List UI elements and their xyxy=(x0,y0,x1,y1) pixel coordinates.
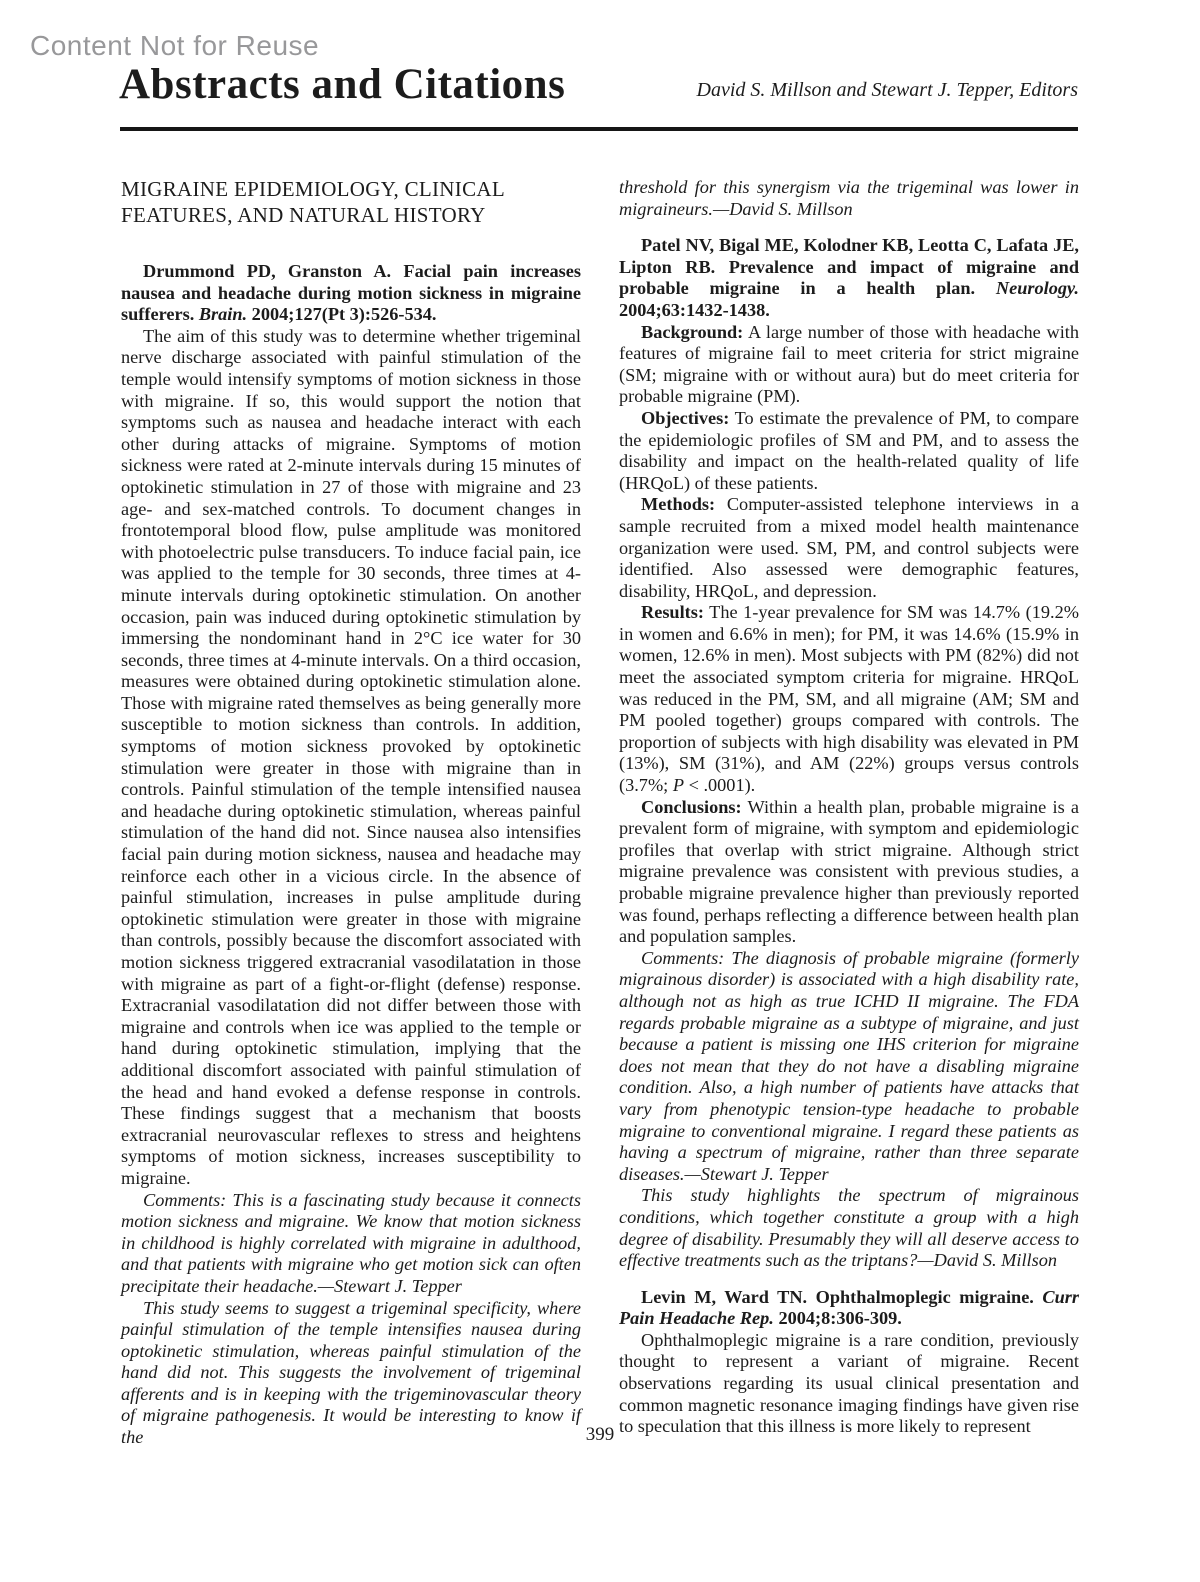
methods-label: Methods: xyxy=(641,494,716,515)
section-heading-line1: MIGRAINE EPIDEMIOLOGY, CLINICAL xyxy=(121,177,505,201)
abstract-paragraph: Ophthalmoplegic migraine is a rare condition, previously thought to represent a variant of migraine. Recent observations regarding its usual clinical presentation and common magnetic resonance imaging findings have given rise to speculation that this illness is more likely to represent xyxy=(619,1329,1079,1437)
editors-byline: David S. Millson and Stewart J. Tepper, Editors xyxy=(696,79,1078,101)
citation-patel xyxy=(619,235,1079,321)
comments-paragraph-tepper: Comments: This is a fascinating study because it connects motion sickness and migraine. We know that motion sickness in childhood is highly correlated with migraine in adulthood, and that patients with migraine who get motion sick can often precipitate their headache.—Stewart J. Tepper xyxy=(121,1189,581,1296)
results-text-end: < .0001). xyxy=(684,775,756,796)
comments-paragraph-millson-end: threshold for this synergism via the trigeminal was lower in migraineurs.—David S. Millson xyxy=(619,177,1079,219)
objectives-text: To estimate the prevalence of PM, to compare the epidemiologic profiles of SM and PM, and to assess the disability and impact on the health-related quality of life (HRQoL) of these patients. xyxy=(619,407,1079,493)
citation-authors-title: Levin M, Ward TN. Ophthalmoplegic migraine. xyxy=(641,1286,1043,1307)
results-paragraph xyxy=(619,602,1079,796)
citation-authors-title: Patel NV, Bigal ME, Kolodner KB, Leotta C, Lafata JE, Lipton RB. Prevalence and impact of migraine and probable migraine in a health plan. xyxy=(619,235,1079,299)
citation-reference: 2004;127(Pt 3):526-534. xyxy=(247,304,437,325)
conclusions-paragraph xyxy=(619,797,1079,948)
citation-journal-name: Neurology. xyxy=(995,278,1079,299)
background-label: Background: xyxy=(641,321,744,342)
comments-paragraph-millson-start: This study seems to suggest a trigeminal specificity, where painful stimulation of the temple intensifies nausea during optokinetic stimulation, whereas painful stimulation of the hand did not. This suggests the involvement of trigeminal afferents and is in keeping with the trigeminovascular theory of migraine pathogenesis. It would be interesting to know if the xyxy=(121,1297,581,1448)
p-value-symbol: P xyxy=(672,775,684,796)
abstract-paragraph: The aim of this study was to determine whether trigeminal nerve discharge associated with painful stimulation of the temple would intensify symptoms of motion sickness in those with migraine. If so, this would support the notion that symptoms such as nausea and headache interact with each other during attacks of migraine. Symptoms of motion sickness were rated at 2-minute intervals during 15 minutes of optokinetic stimulation in 27 of those with migraine and 23 age- and sex-matched controls. To document changes in frontotemporal blood flow, pulse amplitude was monitored with photoelectric pulse transducers. To induce facial pain, ice was applied to the temple for 30 seconds, three times at 4-minute intervals during optokinetic stimulation. On another occasion, pain was induced during optokinetic stimulation by immersing the nondominant hand in 2°C ice water for 30 seconds, three times at 4-minute intervals. On a third occasion, measures were obtained during optokinetic stimulation alone. Those with migraine rated themselves as being generally more susceptible to motion sickness than controls. In addition, symptoms of motion sickness provoked by optokinetic stimulation were greater in those with migraine than in controls. Painful stimulation of the temple intensified nausea and headache during optokinetic stimulation, whereas painful stimulation of the hand did not. Since nausea also intensifies facial pain during motion sickness, nausea and headache may reinforce each other in a vicious circle. In the absence of painful stimulation, increases in pulse amplitude during optokinetic stimulation were greater in those with migraine than controls, possibly because the discomfort associated with motion sickness triggered extracranial vasodilatation in those with migraine as part of a fight-or-flight (defense) response. Extracranial vasodilatation did not differ between those with migraine and controls when ice was applied to the temple or hand during optokinetic stimulation, implying that the additional discomfort associated with painful stimulation of the head and hand evoked a defense response in controls. These findings suggest that a mechanism that boosts extracranial neurovascular reflexes to stress and heightens symptoms of motion sickness, increases susceptibility to migraine. xyxy=(121,325,581,1188)
comments-paragraph-millson: This study highlights the spectrum of migrainous conditions, which together constitute a group with a high degree of disability. Presumably they will all deserve access to effective treatments such as the triptans?—David S. Millson xyxy=(619,1185,1079,1271)
left-column xyxy=(121,177,581,1449)
objectives-paragraph xyxy=(619,408,1079,494)
methods-paragraph xyxy=(619,494,1079,602)
comments-paragraph-tepper: Comments: The diagnosis of probable migraine (formerly migrainous disorder) is associated with a high disability rate, although not as high as true ICHD II migraine. The FDA regards probable migraine as a subtype of migraine, and just because a patient is missing one IHS criterion for migraine does not mean that they do not have a disabling migraine condition. Also, a high number of patients have attacks that vary from phenotypic tension-type headache to probable migraine to conventional migraine. I regard these patients as having a spectrum of migraine, rather than three separate diseases.—Stewart J. Tepper xyxy=(619,947,1079,1184)
methods-text: Computer-assisted telephone interviews in a sample recruited from a mixed model health maintenance organization were used. SM, PM, and control subjects were identified. Also assessed were demographic features, disability, HRQoL, and depression. xyxy=(619,494,1079,601)
results-label: Results: xyxy=(641,602,704,623)
section-heading xyxy=(121,177,581,228)
conclusions-label: Conclusions: xyxy=(641,796,742,817)
page-number: 399 xyxy=(585,1424,615,1445)
results-text: The 1-year prevalence for SM was 14.7% (19.2% in women and 6.6% in men); for PM, it was 14.6% (15.9% in women, 12.6% in men). Most subjects with PM (82%) did not meet the associated symptom criteria for migraine. HRQoL was reduced in the PM, SM, and all migraine (AM; SM and PM pooled together) groups compared with controls. The proportion of subjects with high disability was elevated in PM (13%), SM (31%), and AM (22%) groups versus controls (3.7%; xyxy=(619,602,1079,796)
citation-journal-name: Brain. xyxy=(198,304,248,325)
masthead-divider xyxy=(120,127,1078,131)
objectives-label: Objectives: xyxy=(641,407,730,428)
citation-reference: 2004;63:1432-1438. xyxy=(619,299,770,320)
citation-authors-title: Drummond PD, Granston A. Facial pain increases nausea and headache during motion sickness in migraine sufferers. xyxy=(121,261,581,325)
citation-drummond xyxy=(121,261,581,326)
background-text: A large number of those with headache with features of migraine fail to meet criteria for strict migraine (SM; migraine with or without aura) but do meet criteria for probable migraine (PM). xyxy=(619,321,1079,407)
article-body xyxy=(121,177,1079,1449)
conclusions-text: Within a health plan, probable migraine is a prevalent form of migraine, with symptom and epidemiologic profiles that overlap with strict migraine. Although strict migraine prevalence was consistent with previous studies, a probable migraine prevalence higher than previously reported was found, perhaps reflecting a difference between health plan and population samples. xyxy=(619,796,1079,947)
watermark-text: Content Not for Reuse xyxy=(30,30,320,61)
background-paragraph xyxy=(619,322,1079,408)
citation-levin xyxy=(619,1287,1079,1330)
section-heading-line2: FEATURES, AND NATURAL HISTORY xyxy=(121,202,486,227)
page-title: Abstracts and Citations xyxy=(119,61,566,108)
right-column xyxy=(619,177,1079,1449)
citation-reference: 2004;8:306-309. xyxy=(773,1308,902,1329)
citation-journal-name: Curr Pain Headache Rep. xyxy=(619,1286,1079,1329)
